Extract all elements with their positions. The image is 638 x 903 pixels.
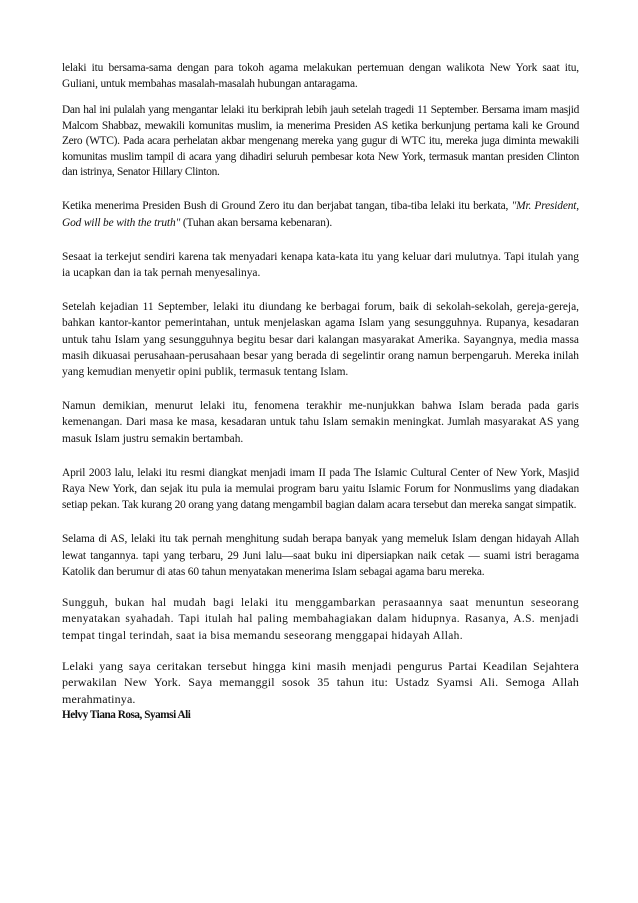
author-credit: Helvy Tiana Rosa, Syamsi Ali	[62, 709, 191, 722]
document-page	[62, 60, 579, 724]
paragraph-imam-appointment: April 2003 lalu, lelaki itu resmi diangkat menjadi imam II pada The Islamic Cultural Center of New York, Masjid Raya New York, dan sejak itu pula ia memulai program baru yaitu Islamic Forum for Nonmuslims yang diadakan setiap pekan. Tak kurang 20 orang yang datang mengambil bagian dalam acara tersebut dan mereka sangat simpatik.	[62, 466, 579, 512]
bush-intro-text: Ketika menerima Presiden Bush di Ground Zero itu dan berjabat tangan, tiba-tiba lelaki itu berkata,	[62, 200, 509, 213]
paragraph-victory: Namun demikian, menurut lelaki itu, fenomena terakhir me-nunjukkan bahwa Islam berada pada garis kemenangan. Dari masa ke masa, kesadaran untuk tahu Islam semakin meningkat. Jumlah masyarakat AS yang masuk Islam justru semakin bertambah.	[62, 400, 579, 445]
paragraph-conversions: Selama di AS, lelaki itu tak pernah menghitung sudah berapa banyak yang memeluk Islam dengan hidayah Allah lewat tangannya. tapi yang terbaru, 29 Juni lalu—saat buku ini dipersiapkan naik cetak — suami istri beragama Katolik dan berumur di atas 60 tahun menyatakan menerima Islam sebagai agama baru mereka.	[62, 533, 579, 578]
paragraph-closing: Lelaki yang saya ceritakan tersebut hingga kini masih menjadi pengurus Partai Keadilan Sejahtera perwakilan New York. Saya memanggil sosok 35 tahun itu: Ustadz Syamsi Ali. Semoga Allah merahmatinya.	[62, 658, 579, 706]
paragraph-bush-quote	[62, 198, 579, 230]
bush-translation-text: (Tuhan akan bersama kebenaran).	[180, 216, 333, 229]
paragraph-surprise: Sesaat ia terkejut sendiri karena tak menyadari kenapa kata-kata itu yang keluar dari mulutnya. Tapi itulah yang ia ucapkan dan ia tak pernah menyesalinya.	[62, 250, 579, 280]
paragraph-syahadah: Sungguh, bukan hal mudah bagi lelaki itu menggambarkan perasaannya saat menuntun seseorang menyatakan syahadah. Tapi itulah hal paling membahagiakan dalam hidupnya. Rasanya, A.S. menjadi tempat tingal terindah, saat ia bisa memandu seseorang menggapai hidayah Allah.	[62, 597, 579, 642]
paragraph-meeting-mayor: lelaki itu bersama-sama dengan para tokoh agama melakukan pertemuan dengan walikota New York saat itu, Guliani, untuk membahas masalah-masalah hubungan antaragama.	[62, 62, 579, 91]
paragraph-forums: Setelah kejadian 11 September, lelaki itu diundang ke berbagai forum, baik di sekolah-sekolah, gereja-gereja, bahkan kantor-kantor pemerintahan, untuk menjelaskan agama Islam yang sesungguhnya. Rupanya, kesadaran untuk tahu Islam yang sesungguhnya begitu besar dari kalangan masyarakat Amerika. Sayangnya, media massa masih dikuasai perusahaan-perusahaan besar yang berada di segelintir orang namun berpengaruh. Mereka inilah yang kemudian menyetir opini publik, termasuk tentang Islam.	[62, 301, 579, 379]
bush-quote-text: "Mr. President, God will be with the truth"	[62, 200, 579, 229]
paragraph-ground-zero: Dan hal ini pulalah yang mengantar lelaki itu berkiprah lebih jauh setelah tragedi 11 September. Bersama imam masjid Malcom Shabbaz, mewakili komunitas muslim, ia menerima Presiden AS ketika berkunjung pertama kali ke Ground Zero (WTC). Pada acara perhelatan akbar mengenang mereka yang gugur di WTC itu, mereka juga diminta mewakili komunitas muslim tampil di acara yang dihadiri seluruh pembesar kota New York, termasuk mantan presiden Clinton dan istrinya, Senator Hillary Clinton.	[62, 104, 579, 179]
